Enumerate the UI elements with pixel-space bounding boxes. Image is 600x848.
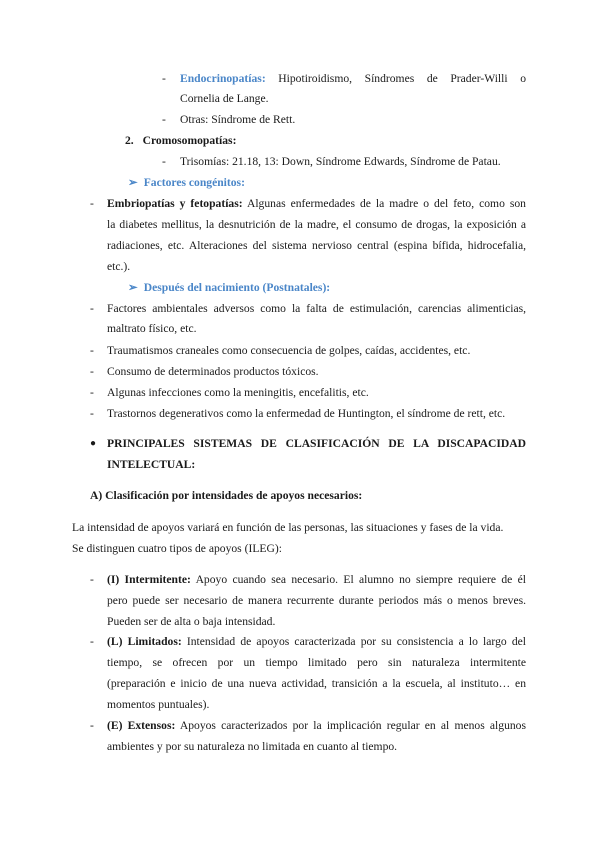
list-dash: -: [90, 407, 94, 420]
list-dash: -: [162, 155, 166, 168]
extensos-text-line2: ambientes y por su naturaleza no limitada en cuanto al tiempo.: [107, 740, 398, 753]
list-item-otras: Otras: Síndrome de Rett.: [180, 113, 296, 126]
factores-congenitos-heading: [128, 173, 245, 193]
limitados-text-line2: tiempo, se ofrecen por un tiempo limitado pero sin naturaleza intermitente: [107, 656, 526, 669]
endocrinopatias-label: Endocrinopatías:: [180, 72, 266, 85]
list-item-infecciones: Algunas infecciones como la meningitis, encefalitis, etc.: [107, 386, 369, 399]
limitados-text: Intensidad de apoyos caracterizada por su consistencia a lo largo del: [186, 635, 526, 648]
bullet-dot-icon: ●: [90, 438, 97, 449]
arrow-right-icon: ➢: [128, 176, 138, 189]
list-item-endocrinopatias: [180, 69, 526, 89]
list-item-extensos: [107, 716, 526, 736]
factores-ambientales-cont: maltrato físico, etc.: [107, 322, 197, 335]
list-item-toxicos: Consumo de determinados productos tóxicos.: [107, 365, 319, 378]
cromosomopatias-heading: [125, 131, 236, 151]
limitados-text-line4: momentos puntuales).: [107, 698, 210, 711]
list-item-limitados: [107, 632, 526, 652]
embriopatias-label: Embriopatías y fetopatías:: [107, 197, 243, 210]
limitados-label: (L) Limitados:: [107, 635, 182, 648]
list-dash: -: [162, 72, 166, 85]
list-item-trisomias: Trisomías: 21.18, 13: Down, Síndrome Edwards, Síndrome de Patau.: [180, 155, 501, 168]
clasificacion-a-heading: A) Clasificación por intensidades de apoyos necesarios:: [90, 489, 363, 502]
list-dash: -: [90, 302, 94, 315]
intermitente-text-line2: pero puede ser necesario de manera recurrente durante periodos más o menos breves.: [107, 594, 526, 607]
arrow-right-icon: ➢: [128, 281, 138, 294]
endocrinopatias-text-cont: Cornelia de Lange.: [180, 92, 269, 105]
principales-heading: PRINCIPALES SISTEMAS DE CLASIFICACIÓN DE LA DISCAPACIDAD: [107, 437, 526, 450]
list-item-intermitente: [107, 570, 526, 590]
cromosomopatias-label: Cromosomopatías:: [142, 134, 237, 147]
endocrinopatias-text: Hipotiroidismo, Síndromes de Prader-Willi o: [278, 72, 526, 85]
embriopatias-text-line3: radiaciones, etc. Alteraciones del sistema nervioso central (espina bífida, hidrocefalia,: [107, 239, 526, 252]
factores-congenitos-label: Factores congénitos:: [143, 176, 245, 189]
list-item-degenerativos: Trastornos degenerativos como la enfermedad de Huntington, el síndrome de rett, etc.: [107, 407, 506, 420]
extensos-label: (E) Extensos:: [107, 719, 176, 732]
cromosomopatias-number: 2.: [125, 134, 134, 147]
list-dash: -: [90, 365, 94, 378]
embriopatias-text-line2: la diabetes mellitus, la desnutrición de la madre, el consumo de drogas, la exposición a: [107, 218, 526, 231]
intermitente-text-line3: Pueden ser de alta o baja intensidad.: [107, 615, 276, 628]
list-dash: -: [90, 344, 94, 357]
principales-heading-cont: INTELECTUAL:: [107, 458, 196, 471]
list-item-embriopatias: [107, 194, 526, 214]
limitados-text-line3: (preparación e inicio de una nueva actividad, transición a la escuela, al instituto… en: [107, 677, 526, 690]
embriopatias-text-line4: etc.).: [107, 260, 131, 273]
list-item-factores-ambientales: Factores ambientales adversos como la falta de estimulación, carencias alimenticias,: [107, 302, 526, 315]
list-dash: -: [90, 197, 94, 210]
embriopatias-text: Algunas enfermedades de la madre o del feto, como son: [246, 197, 526, 210]
postnatales-heading: [128, 278, 330, 298]
list-dash: -: [162, 113, 166, 126]
extensos-text: Apoyos caracterizados por la implicación regular en al menos algunos: [179, 719, 526, 732]
intro-paragraph-line2: Se distinguen cuatro tipos de apoyos (ILEG):: [72, 542, 282, 555]
intro-paragraph-line1: La intensidad de apoyos variará en función de las personas, las situaciones y fases de la vida.: [72, 521, 504, 534]
intermitente-label: (I) Intermitente:: [107, 573, 191, 586]
list-dash: -: [90, 386, 94, 399]
postnatales-label: Después del nacimiento (Postnatales):: [143, 281, 331, 294]
list-dash: -: [90, 719, 94, 732]
intermitente-text: Apoyo cuando sea necesario. El alumno no siempre requiere de él: [195, 573, 526, 586]
list-item-traumatismos: Traumatismos craneales como consecuencia de golpes, caídas, accidentes, etc.: [107, 344, 471, 357]
list-dash: -: [90, 573, 94, 586]
list-dash: -: [90, 635, 94, 648]
